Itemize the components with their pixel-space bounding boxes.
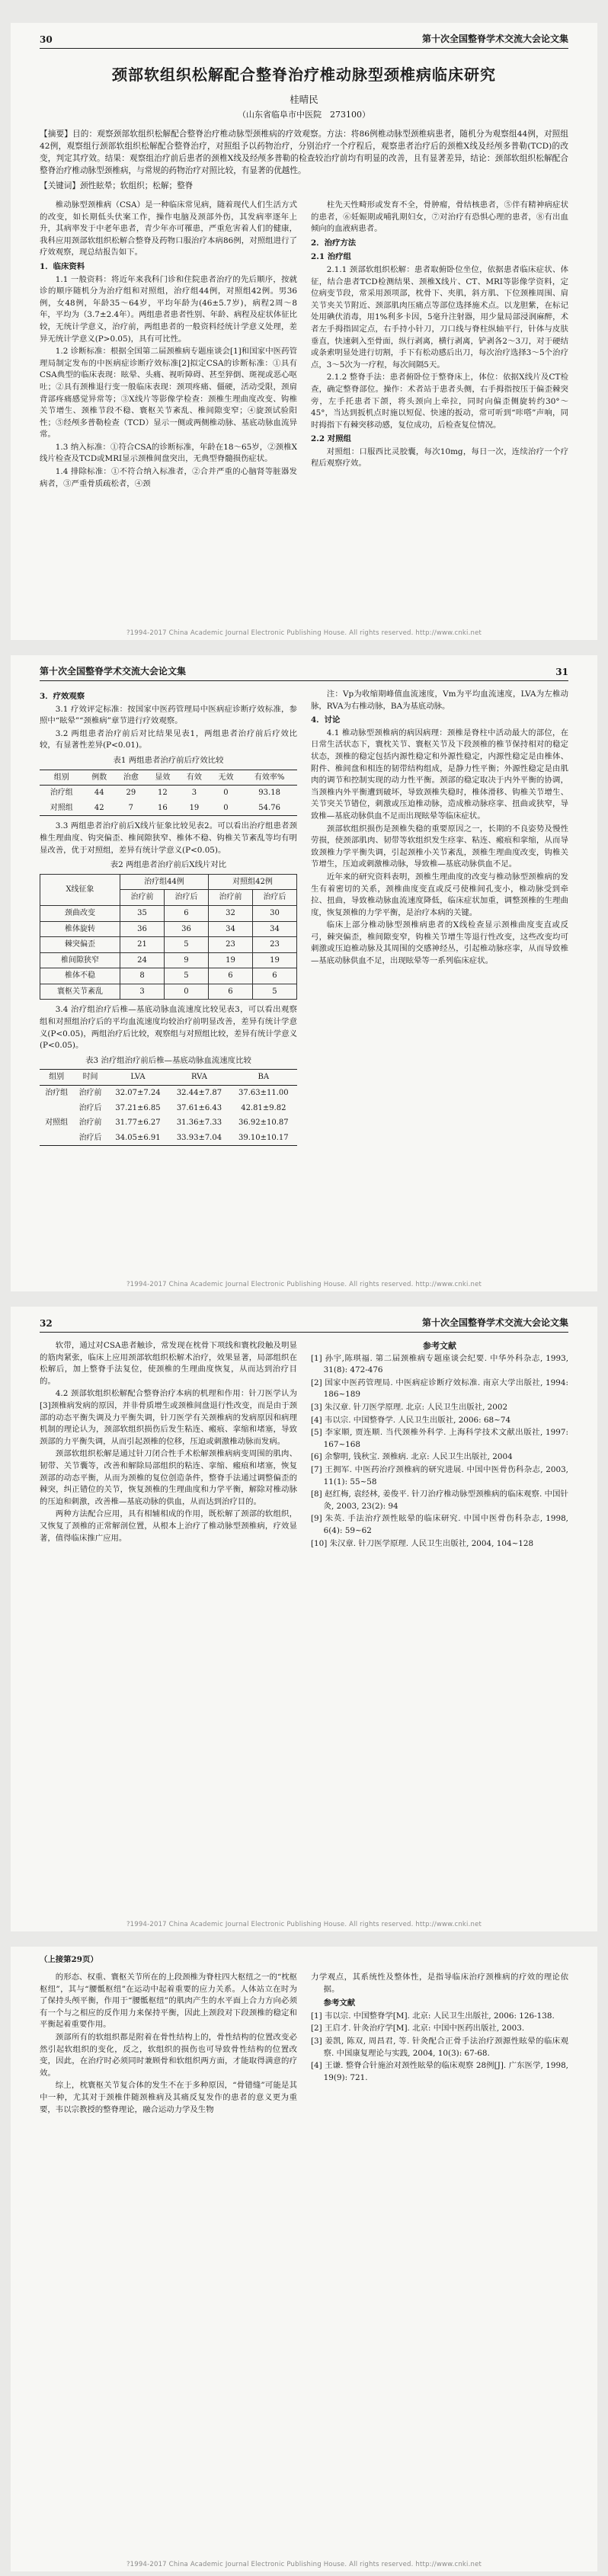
paragraph: 1.3 纳入标准：①符合CSA的诊断标准，年龄在18～65岁，②颈椎X线片检查及TCD或MRI显示颈椎间盘突出，无典型脊髓损伤症状。 xyxy=(40,442,297,464)
table-cell: 0 xyxy=(223,789,229,798)
table-cell: 35 xyxy=(120,905,165,921)
table-cell: RVA xyxy=(168,1070,229,1086)
table-cell: 6 xyxy=(208,984,252,1000)
table-cell: 6 xyxy=(252,968,296,984)
table-cell: 椎间隙狭窄 xyxy=(40,952,120,968)
table-cell: 37.21±6.85 xyxy=(115,1103,161,1112)
paragraph: 4.1 椎动脉型颈椎病的病因病理：颈椎是脊柱中活动最大的部位，在日常生活状态下，寰枕关节、寰枢关节及下段颈椎的椎节保持相对的稳定状态，颈椎的稳定包括内源性稳定和外源性稳定，内源性稳定是由椎体、附件、椎间盘和相连的韧带结构组成，是静力性平衡；外源性稳定是由肌肉的调节和控制实现的动力性平衡。颈部的稳定取决于内外平衡的协调，当颈椎内外平衡遭到破坏，导致颈椎失稳时，椎体滑移、钩椎关节增生、关节突关节错位，刺激或压迫椎动脉，造成椎动脉痉挛、扭曲或狭窄，导致椎—基底动脉供血不足而出现眩晕等临床症状。 xyxy=(311,728,568,821)
paragraph: [7] 王拥军. 中医药治疗颈椎病的研究进展. 中国中医骨伤科杂志, 2003, 11(1): 55~58 xyxy=(311,1464,568,1486)
table-cell: 治疗后 xyxy=(252,890,296,906)
table-cell: 36 xyxy=(165,921,209,937)
paragraph: [2] 国家中医药管理局. 中医病症诊断疗效标准. 南京大学出版社, 1994: 186~189 xyxy=(311,1378,568,1400)
table-cell: 治疗前 xyxy=(78,1118,102,1128)
page-header xyxy=(40,655,568,681)
references-column xyxy=(311,1340,568,1550)
references-list xyxy=(311,1353,568,1550)
right-column xyxy=(311,689,568,1150)
paragraph: 2.1.2 整脊手法：患者俯卧位于整脊床上，体位：依据X线片及CT检查，确定整脊部位。操作：术者站于患者头侧，右手拇指按压于偏歪棘突旁，左手托患者下颌，将头颈向上牵拉，同时向偏歪侧旋转约30°～45°，当达到扳机点时施以短促、快速的扳动，常可听到“咔嗒”声响，同时拇指下有棘突移动感，复位成功，后检查复位情况。 xyxy=(311,373,568,430)
table-cell: 治疗组 xyxy=(45,1089,69,1098)
table-cell: 34.05±6.91 xyxy=(115,1133,161,1142)
continued-note: （上接第29页） xyxy=(40,1955,98,1964)
table-cell: 32 xyxy=(208,905,252,921)
table-cell: 9 xyxy=(165,952,209,968)
table-cell: 治疗后 xyxy=(78,1103,102,1112)
table-cell: 23 xyxy=(252,937,296,953)
table2-col-xray: X线征象 xyxy=(40,874,120,905)
table-row xyxy=(40,937,297,953)
table-cell: 例数 xyxy=(84,770,116,786)
table3-header-row xyxy=(40,1070,297,1086)
table2-caption: 表2 两组患者治疗前后X线片对比 xyxy=(110,860,227,870)
table-cell: 治疗前 xyxy=(78,1089,102,1098)
paragraph: 4.2 颈部软组织松解配合整脊治疗本病的机理和作用：针刀医学认为[3]颈椎病发病的原因，并非骨质增生或颈椎间盘退行性改变，而是由于颈部的动态平衡失调及力平衡失调，针刀医学有关颈椎病的发病原因和病理机制的理论认为，颈部软组织损伤后发生粘连、瘢痕、挛缩和堵塞，导致颈部的力平衡失调，从而引起颈椎的位移，压迫或刺激椎动脉而发病。 xyxy=(40,1389,297,1446)
paragraph: 3.2 两组患者治疗前后对比结果见表1，两组患者治疗前后疗效比较，有显著性差异(P<0.01)。 xyxy=(40,728,297,750)
paragraph: 注：Vp为收缩期峰值血流速度，Vm为平均血流速度，LVA为左椎动脉，RVA为右椎动脉，BA为基底动脉。 xyxy=(311,690,568,711)
paragraph: 2.2 对照组 xyxy=(311,434,351,444)
table-cell: 54.76 xyxy=(258,803,280,812)
table-cell: 6 xyxy=(208,968,252,984)
table-cell: 有效 xyxy=(178,770,210,786)
table-cell: 24 xyxy=(120,952,165,968)
table-cell: 有效率% xyxy=(242,770,297,786)
table-cell: 19 xyxy=(252,952,296,968)
table-cell: 颈曲改变 xyxy=(40,905,120,921)
left-column xyxy=(40,689,297,1150)
abstract: 【摘要】目的：观察颈部软组织松解配合整脊治疗椎动脉型颈椎病的疗效观察。方法：将86例椎动脉型颈椎病患者，随机分为观察组44例，对照组42例，观察组行颈部软组织松解配合整脊治疗，对照组予以药物治疗，分别治疗一个疗程后，观察患者治疗后的颈椎X线及经颅多普勒(TCD)的改变，判定其疗效。结果：观察组治疗前后患者的颈椎X线及经颅多普勒的检查较治疗前均有明显的改善，且有显著差异，结论：颈部软组织松解配合整脊治疗椎动脉型颈椎病，与常规的药物治疗对照比较，有显著的优越性。 xyxy=(40,130,568,175)
journal-name: 第十次全国整脊学术交流大会论文集 xyxy=(40,666,187,677)
table-cell: 5 xyxy=(165,968,209,984)
table-cell: 36 xyxy=(120,921,165,937)
affiliation: （山东省临阜市中医院 273100） xyxy=(238,110,370,120)
paragraph: [6] 余黎明, 钱秋宝. 颈椎病. 北京: 人民卫生出版社, 2004 xyxy=(311,1452,513,1462)
table-cell: 寰枢关节紊乱 xyxy=(40,984,120,1000)
left-column xyxy=(40,200,297,491)
table3-caption: 表3 治疗组治疗前后椎—基底动脉血流速度比较 xyxy=(85,1055,251,1065)
page-30 xyxy=(11,23,597,640)
table-row xyxy=(40,905,297,921)
table2-body xyxy=(40,905,297,1000)
table-cell xyxy=(40,1131,73,1146)
left-mid-text xyxy=(40,821,297,856)
table-row xyxy=(40,1101,297,1116)
body-columns xyxy=(40,200,568,491)
table3-body xyxy=(40,1086,297,1146)
paragraph: [3] 朱汉章. 针刀医学原理. 北京: 人民卫生出版社, 2002 xyxy=(311,1402,508,1412)
paragraph: 综上，枕寰枢关节复合体的发生不在于多种原因，“骨错缝”可能是其中一种，尤其对于颈椎伴随颈椎病及其痛反复发作的患者的意义更为重要，韦以宗教授的整脊理论，融合运动力学及生物 xyxy=(40,2081,297,2114)
table-cell: LVA xyxy=(107,1070,168,1086)
table-cell: 21 xyxy=(120,937,165,953)
paragraph: [3] 姜凯, 陈双, 周昌君, 等. 针灸配合正骨手法治疗颈源性眩晕的临床观察. 中国康复理论与实践, 2004, 10(3): 67-68. xyxy=(311,2036,568,2058)
paragraph: 2．治疗方法 xyxy=(311,238,357,248)
table-cell: 29 xyxy=(126,789,136,798)
table1-body xyxy=(40,786,297,816)
paragraph: 1.1 一般资料：将近年来我科门诊和住院患者治疗的先后顺序，按就诊的顺序随机分为治疗组和对照组，治疗组44例，对照组42例。男36例，女48例，年龄35～64岁，平均年龄为(46±5.7岁)，病程2周～8年，平均为（3.7±2.4年）。两组患者患者性别、年龄、病程及症状体征比较，无统计学意义，治疗前，两组患者的一般资料经统计学意义处理，差异无统计学意义(P>0.05)，具有可比性。 xyxy=(40,274,297,344)
paragraph: 软带，通过对CSA患者触诊，常发现在枕骨下项线和寰枕段触及明显的筋肉紧张，临床上应用颈部软组织松解术治疗，效果显著，局部组织在松解后，加上整脊手法复位，使颈椎的生理曲度恢复，从而达到治疗目的。 xyxy=(40,1341,297,1386)
paragraph: 力学观点，其系统性及整体性，是指导临床治疗颈椎病的疗效的理论依据。 xyxy=(311,1973,568,1994)
table-row xyxy=(40,968,297,984)
paragraph: 2.1.1 颈部软组织松解：患者取俯卧位坐位，依据患者临床症状、体征，结合患者TCD检测结果、颈椎X线片、CT、MRI等影像学资料，定位病变节段，常采用颈项部，枕骨下、夹肌，斜方肌、下位颈椎周围、肩关节夹关节附近、颈部肌肉压痛点等部位选择施术点。以龙胆紫，在标记处用碘伏消毒，用1%利多卡因，5毫升注射器，用少量局部浸润麻醉，术者左手拇指固定点，右手持小针刀，刀口线与脊柱纵轴平行，针体与皮肤垂直，快速刺入至骨面，纵行剥离，横行剥离，铲剥各2～3刀，对于硬结或条索明显处进行切割，手下有松动感后出刀，每次治疗选择3～5个治疗点，3～5次为一疗程，每次间隔5天。 xyxy=(311,264,568,370)
table-cell: 37.63±11.00 xyxy=(238,1089,289,1098)
copyright-footer: ?1994-2017 China Academic Journal Electronic Publishing House. All rights reserved. http://www.cnki.net xyxy=(126,1281,482,1288)
left-top-text xyxy=(40,691,297,752)
paragraph: 临床上部分椎动脉型颈椎病患者的X线检查显示颈椎曲度变直或反弓，棘突偏歪，椎间隙变窄，钩椎关节增生等退行性改变，这些改变均可刺激或压迫椎动脉及其周围的交感神经丛，引起椎动脉痉挛，从而导致椎—基底动脉供血不足，出现眩晕等一系列临床症状。 xyxy=(311,920,568,966)
paragraph: [5] 李家顺, 贾连顺. 当代颈椎外科学. 上海科学技术文献出版社, 1997: 167~168 xyxy=(311,1428,568,1449)
table-cell: BA xyxy=(230,1070,297,1086)
paragraph: 4．讨论 xyxy=(311,715,341,725)
author: 桂晴民 xyxy=(290,94,318,105)
table-row xyxy=(40,1115,297,1131)
right-column xyxy=(311,1972,568,2117)
table1-header-row xyxy=(40,770,297,786)
table-cell: 组别 xyxy=(40,770,84,786)
page-number: 31 xyxy=(555,667,568,677)
table-cell: 治疗组 xyxy=(50,789,73,798)
table-cell: 5 xyxy=(252,984,296,1000)
page-continued xyxy=(11,1947,597,2571)
table2-group-header xyxy=(40,874,297,890)
table-cell: 39.10±10.17 xyxy=(238,1133,289,1142)
table-cell: 32.07±7.24 xyxy=(115,1089,161,1098)
table-cell: 93.18 xyxy=(258,789,280,798)
table2 xyxy=(40,874,297,1000)
table-cell: 3 xyxy=(120,984,165,1000)
page-number: 30 xyxy=(40,34,53,45)
paragraph: 颈部软组织松解是通过针刀闭合性手术松解颈椎病病变周围的肌肉、韧带、关节囊等，改善和解除局部组织的粘连、挛缩、瘢痕和堵塞，恢复颈部的动态平衡，从而为颈椎的复位创造条件，整脊手法通过调整偏歪的棘突，纠正错位的关节，恢复颈椎的生理曲度和力学平衡，解除对椎动脉的压迫和刺激，改善椎—基底动脉的供血，从而达到治疗目的。 xyxy=(40,1449,297,1506)
table-cell: 32.44±7.87 xyxy=(176,1089,222,1098)
table2-col-treat: 治疗组44例 xyxy=(120,874,209,890)
paragraph: [2] 王启才. 针灸治疗学[M]. 北京: 中国中医药出版社, 2003. xyxy=(311,2024,525,2034)
table-cell: 31.77±6.27 xyxy=(115,1118,161,1128)
table1 xyxy=(40,770,297,817)
table-cell: 治疗后 xyxy=(78,1133,102,1142)
table-cell: 19 xyxy=(189,803,200,812)
table-cell: 16 xyxy=(158,803,168,812)
body-columns xyxy=(40,689,568,1150)
paragraph: [1] 韦以宗. 中国整脊学[M]. 北京: 人民卫生出版社, 2006: 126-138. xyxy=(311,2011,555,2021)
keywords: 【关键词】颈性眩晕；软组织；松解；整脊 xyxy=(40,181,194,190)
table-cell: 3 xyxy=(191,789,197,798)
paragraph: [1] 孙宇,陈琪福. 第二届颈椎病专题座谈会纪要. 中华外科杂志, 1993, 31(8): 472-476 xyxy=(311,1353,568,1375)
table-row xyxy=(40,801,297,816)
table-cell: 无效 xyxy=(210,770,242,786)
table-cell: 34 xyxy=(252,921,296,937)
paragraph: 3．疗效观察 xyxy=(40,692,85,701)
table-cell: 5 xyxy=(165,937,209,953)
copyright-footer: ?1994-2017 China Academic Journal Electronic Publishing House. All rights reserved. http://www.cnki.net xyxy=(126,2561,482,2568)
left-column xyxy=(40,1340,297,1550)
paragraph: 3.4 治疗组治疗后椎—基底动脉血流速度比较见表3，可以看出观察组和对照组治疗后的平均血流速度均较治疗前明显改善，差异有统计学意义(P<0.05)，两组治疗后比较，观察组与对照组比较，差异有统计学意义(P<0.05)。 xyxy=(40,1005,297,1051)
paragraph: 颈部所有的软组织都是附着在骨性结构上的，骨性结构的位置改变必然引起软组织的变化，反之，软组织的损伤也可导致骨性结构的位置改变，因此，在治疗时必须同时兼顾骨和软组织两方面，才能取得满意的疗效。 xyxy=(40,2032,297,2078)
table-cell: 时间 xyxy=(73,1070,107,1086)
paragraph: 3.3 两组患者治疗前后X线片征象比较见表2。可以看出治疗组患者颈椎生理曲度、钩突偏歪、椎间隙狭窄、椎体不稳、钩椎关节紊乱等均有明显改善，优于对照组，差异有统计学意义(P<0.05)。 xyxy=(40,821,297,855)
table-cell: 对照组 xyxy=(45,1118,69,1128)
table2-col-control: 对照组42例 xyxy=(208,874,296,890)
paragraph: 1.2 诊断标准：根据全国第二届颈椎病专题座谈会[1]和国家中医药管理局制定发布的中医病症诊断疗效标准[2]拟定CSA的诊断标准：①具有CSA典型的临床表现：眩晕、头痛、视听障碍、甚至猝倒、斑视或恶心呕吐；②具有颈椎退行变一般临床表现：颈项疼痛、僵硬，活动受限，颈肩背部疼痛感觉异常等；③X线片等影像学检查：颈椎生理曲度改变、钩椎关节增生、颈椎节段不稳、寰枢关节紊乱、椎间隙变窄；④旋颈试验阳性；⑤经颅多普勒检查（TCD）显示一侧或两侧椎动脉、基底动脉血流异常。 xyxy=(40,347,297,440)
page-31 xyxy=(11,655,597,1291)
references-title: 参考文献 xyxy=(423,1341,456,1351)
table-cell: 对照组 xyxy=(50,803,73,812)
table-cell: 30 xyxy=(252,905,296,921)
article-title: 颈部软组织松解配合整脊治疗椎动脉型颈椎病临床研究 xyxy=(112,66,496,84)
paragraph: 2.1 治疗组 xyxy=(311,252,351,262)
table-cell: 33.93±7.04 xyxy=(176,1133,222,1142)
journal-name: 第十次全国整脊学术交流大会论文集 xyxy=(421,1317,568,1328)
body-columns xyxy=(40,1340,568,1550)
table-cell: 治疗前 xyxy=(120,890,165,906)
paragraph: 两种方法配合应用，具有相辅相成的作用，既松解了颈部的软组织，又恢复了颈椎的正常解剖位置，从根本上治疗了椎动脉型颈椎病，疗效显著，值得临床推广应用。 xyxy=(40,1509,297,1543)
table3 xyxy=(40,1069,297,1146)
table-cell: 显效 xyxy=(147,770,179,786)
table-cell: 椎体旋转 xyxy=(40,921,120,937)
page-number: 32 xyxy=(40,1318,53,1329)
table-cell: 0 xyxy=(223,803,229,812)
table-cell: 8 xyxy=(120,968,165,984)
table-cell: 棘突偏歪 xyxy=(40,937,120,953)
table-row xyxy=(40,952,297,968)
left-bottom-text xyxy=(40,1004,297,1051)
table-row xyxy=(40,1131,297,1146)
table-cell: 23 xyxy=(208,937,252,953)
table-cell: 0 xyxy=(165,984,209,1000)
table-cell: 42 xyxy=(94,803,104,812)
table-cell: 42.81±9.82 xyxy=(241,1103,286,1112)
table-cell: 治愈 xyxy=(115,770,147,786)
table-cell: 31.36±7.33 xyxy=(176,1118,222,1128)
table-cell: 治疗前 xyxy=(208,890,252,906)
page-header xyxy=(40,23,568,49)
paragraph: 颈部软组织损伤是颈椎失稳的重要原因之一，长期的不良姿势及慢性劳损，使颈部肌肉、韧带等软组织发生痉挛、粘连、瘢痕和挛缩，从而导致颈椎力学平衡失调，引起颈椎小关节紊乱，颈椎生理曲度改变，钩椎关节增生，压迫或刺激椎动脉，导致椎—基底动脉供血不足。 xyxy=(311,824,568,869)
journal-name: 第十次全国整脊学术交流大会论文集 xyxy=(421,34,568,44)
paragraph: 参考文献 xyxy=(323,1998,356,2008)
paragraph: [10] 朱汉章. 针刀医学原理. 人民卫生出版社, 2004, 104~128 xyxy=(311,1538,534,1548)
table-cell: 19 xyxy=(208,952,252,968)
paragraph: [9] 朱英. 手法治疗颈性眩晕的临床研究. 中国中医骨伤科杂志, 1998, 6(4): 59~62 xyxy=(311,1514,568,1535)
paragraph: 近年来的研究资料表明，颈椎生理曲度的改变与椎动脉型颈椎病的发生有着密切的关系，颈椎曲度变直或反弓使椎间孔变小，椎动脉受到牵拉、扭曲，导致椎动脉血流速度降低，临床症状加重，调整颈椎的生理曲度，恢复颈椎的力学平衡，是治疗本病的关键。 xyxy=(311,872,568,917)
table-cell: 6 xyxy=(165,905,209,921)
table1-caption: 表1 两组患者治疗前后疗效比较 xyxy=(113,755,224,765)
table-cell: 治疗后 xyxy=(165,890,209,906)
paragraph: 1．临床资料 xyxy=(40,261,85,271)
paragraph: 1.4 排除标准：①不符合纳入标准者，②合并严重的心脑肾等脏器发病者，③严重骨质疏松者，④颈 xyxy=(40,467,297,488)
table-cell: 组别 xyxy=(40,1070,73,1086)
table-cell xyxy=(40,1101,73,1116)
right-column xyxy=(311,200,568,491)
paragraph: 椎动脉型颈椎病（CSA）是一种临床常见病，随着现代人们生活方式的改变，如长期低头伏案工作，操作电脑及颈部外伤，其发病率逐年上升，其病率发于中老年患者，青少年亦可罹患，严重危害着人们的健康，我科应用颈部软组织松解合整脊及药物口服治疗本病86例，对照组进行了疗效观察，现总结报告如下。 xyxy=(40,200,297,258)
table-cell: 44 xyxy=(94,789,104,798)
paragraph: [4] 王谦. 整脊合针施治对颈性眩晕的临床观察 28例[J]. 广东医学, 1998, 19(9): 721. xyxy=(311,2061,568,2082)
table-cell: 37.61±6.43 xyxy=(176,1103,222,1112)
paragraph: [4] 韦以宗. 中国整脊学. 人民卫生出版社, 2006: 68~74 xyxy=(311,1415,511,1425)
left-column xyxy=(40,1972,297,2117)
paragraph: 3.1 疗效评定标准：按国家中医药管理局中医病症诊断疗效标准，参照中“眩晕”“颈椎病”章节进行疗效观察。 xyxy=(40,704,297,726)
body-columns xyxy=(40,1972,568,2117)
table-cell: 36.92±10.87 xyxy=(238,1118,289,1128)
table-row xyxy=(40,1086,297,1101)
copyright-footer: ?1994-2017 China Academic Journal Electronic Publishing House. All rights reserved. http://www.cnki.net xyxy=(126,1921,482,1928)
copyright-footer: ?1994-2017 China Academic Journal Electronic Publishing House. All rights reserved. http://www.cnki.net xyxy=(126,629,482,637)
page-32 xyxy=(11,1307,597,1931)
paragraph: [8] 赵红梅, 袁经林, 姜俊平. 针刀治疗椎动脉型颈椎病的临床观察. 中国针灸, 2003, 23(2): 94 xyxy=(311,1490,568,1511)
table-cell: 7 xyxy=(128,803,134,812)
table-cell: 12 xyxy=(158,789,168,798)
table-cell: 34 xyxy=(208,921,252,937)
table-row xyxy=(40,786,297,801)
table-cell: 椎体不稳 xyxy=(40,968,120,984)
paragraph: 的形态、权重、寰枢关节所在的上段颈椎为脊柱四大枢纽之一的“枕枢枢纽”，其与“腰骶枢纽”在运动中起着重要的应力关系。人体站立在时为了保持头颅平衡，作用于“腰骶枢纽”的肌肉产生的水平面上合力方向必须有一个与之相应的反作用力来保持平衡，因此上颈段对下段颈椎的稳定和平衡起着重要作用。 xyxy=(40,1973,297,2030)
paragraph: 柱先天性畸形或发育不全，骨肿瘤，骨结核患者，⑤伴有精神病症状的患者，⑥妊娠期或哺乳期妇女，⑦对治疗有恐惧心理的患者，⑧有出血倾向的血液病患者。 xyxy=(311,200,568,234)
table-row xyxy=(40,921,297,937)
page-header xyxy=(40,1307,568,1333)
table-row xyxy=(40,984,297,1000)
paragraph: 对照组：口服西比灵胶囊，每次10mg，每日一次，连续治疗一个疗程后观察疗效。 xyxy=(311,446,568,469)
